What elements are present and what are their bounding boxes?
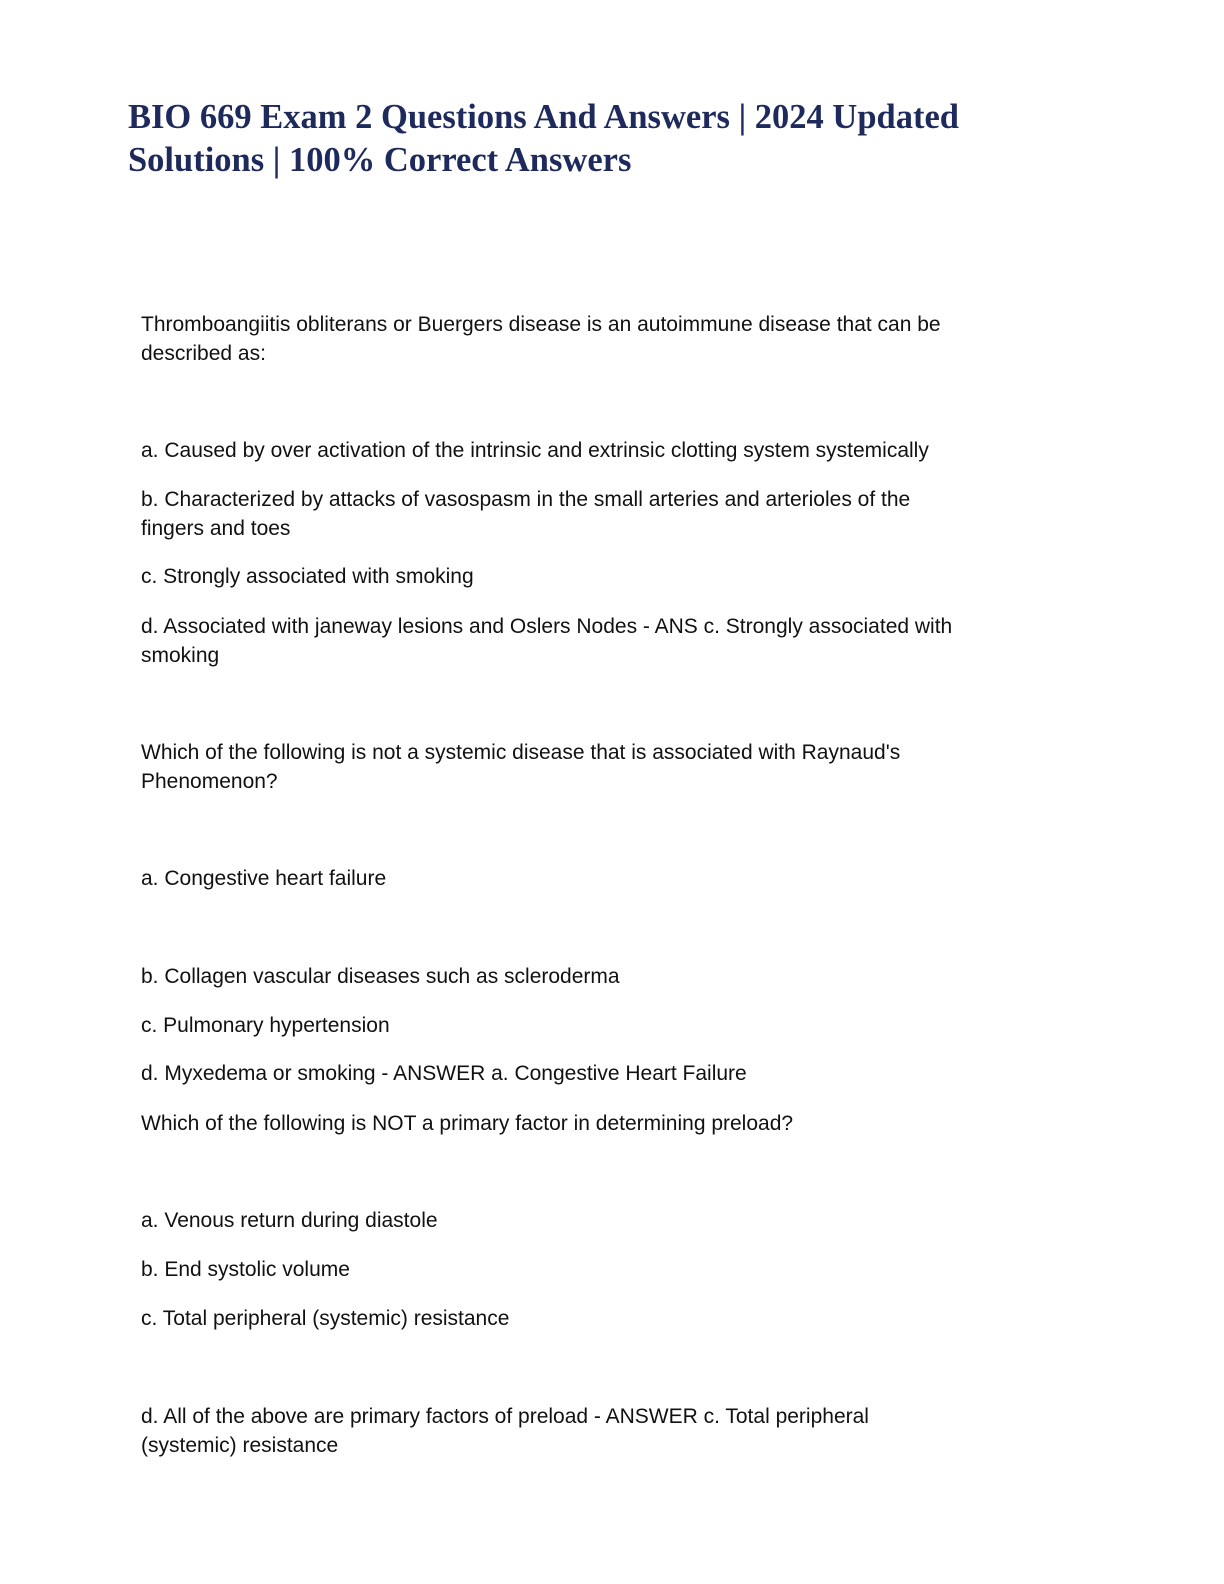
- q1-question-line-1: Thromboangiitis obliterans or Buergers disease is an autoimmune disease that can be: [141, 313, 941, 336]
- title-line-1: BIO 669 Exam 2 Questions And Answers | 2024 Updated: [128, 98, 959, 136]
- q2-question-line-1: Which of the following is not a systemic disease that is associated with Raynaud's: [141, 741, 901, 764]
- q1-option-d-line-2: smoking: [141, 644, 220, 667]
- q2-option-d: d. Myxedema or smoking - ANSWER a. Congestive Heart Failure: [141, 1062, 747, 1085]
- q1-option-b-line-1: b. Characterized by attacks of vasospasm in the small arteries and arterioles of the: [141, 488, 911, 511]
- q3-option-d-line-2: (systemic) resistance: [141, 1434, 339, 1457]
- q1-option-d-line-1: d. Associated with janeway lesions and Oslers Nodes - ANS c. Strongly associated with: [141, 615, 953, 638]
- q1-option-b-line-2: fingers and toes: [141, 517, 291, 540]
- q3-option-b: b. End systolic volume: [141, 1258, 350, 1281]
- q3-option-a: a. Venous return during diastole: [141, 1209, 438, 1232]
- q2-option-a: a. Congestive heart failure: [141, 867, 387, 890]
- q2-option-b: b. Collagen vascular diseases such as scleroderma: [141, 965, 620, 988]
- title-line-2: Solutions | 100% Correct Answers: [128, 141, 632, 179]
- q3-option-c: c. Total peripheral (systemic) resistance: [141, 1307, 510, 1330]
- q2-question-line-2: Phenomenon?: [141, 770, 278, 793]
- q1-option-c: c. Strongly associated with smoking: [141, 565, 474, 588]
- q3-option-d-line-1: d. All of the above are primary factors of preload - ANSWER c. Total peripheral: [141, 1405, 869, 1428]
- q1-question-line-2: described as:: [141, 342, 266, 365]
- q3-question: Which of the following is NOT a primary factor in determining preload?: [141, 1112, 794, 1135]
- q2-option-c: c. Pulmonary hypertension: [141, 1014, 390, 1037]
- q1-option-a: a. Caused by over activation of the intrinsic and extrinsic clotting system systemically: [141, 439, 929, 462]
- page-title: [128, 96, 1088, 182]
